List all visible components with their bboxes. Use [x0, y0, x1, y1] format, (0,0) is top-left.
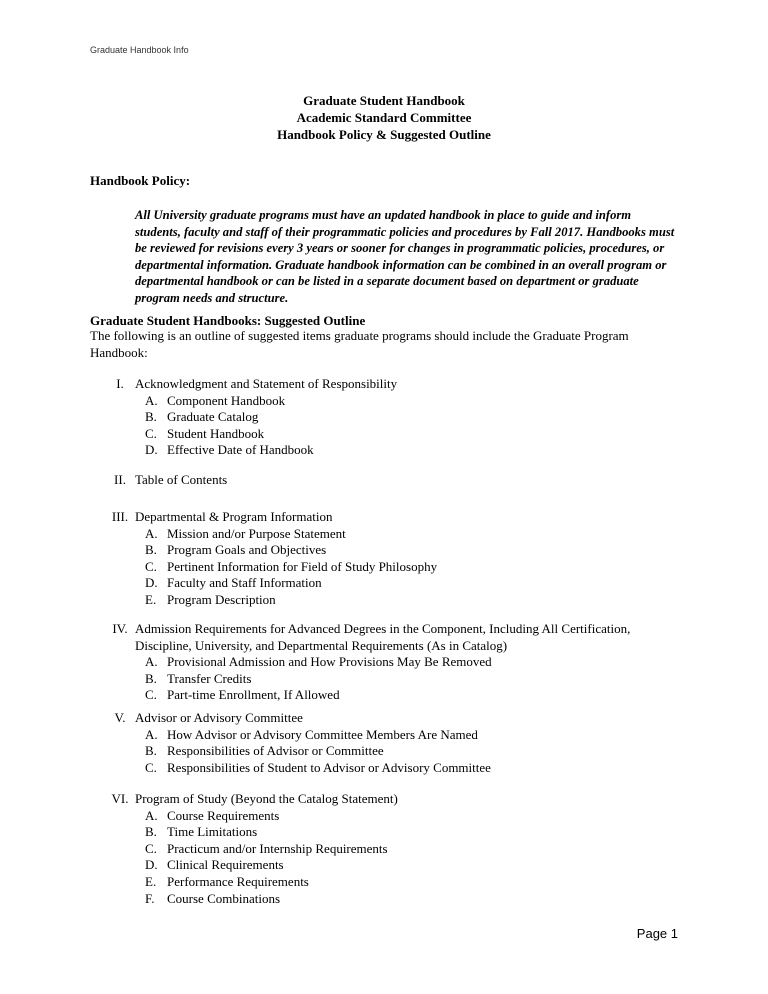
outline-item-title: Admission Requirements for Advanced Degrees in the Component, Including All Certification, Discipline, University, and Departmental Requirements (As in Catalog)	[135, 621, 631, 653]
subitem-text: Provisional Admission and How Provisions May Be Removed	[167, 654, 492, 670]
subitem-letter: C.	[145, 840, 157, 856]
list-item	[135, 874, 680, 891]
list-item	[135, 743, 680, 760]
title-line-3: Handbook Policy & Suggested Outline	[277, 127, 491, 142]
subitem-text: Graduate Catalog	[167, 409, 259, 425]
policy-text: All University graduate programs must have an updated handbook in place to guide and inform students, faculty and staff of their programmatic policies and procedures by Fall 2017. Handbooks must be reviewed for revisions every 3 years or sooner for changes in programmatic policies, procedures, or departmental information. Graduate handbook information can be combined in an overall program or departmental handbook or can be listed in a separate document based on department or graduate program needs and structure.	[135, 208, 675, 305]
subitem-letter: D.	[145, 857, 158, 873]
outline-numeral: VI.	[111, 791, 129, 806]
subitem-letter: E.	[145, 591, 157, 607]
policy-heading: Handbook Policy:	[90, 173, 191, 188]
subitem-text: Transfer Credits	[167, 670, 252, 686]
list-item	[135, 592, 680, 609]
subitem-text: Effective Date of Handbook	[167, 442, 314, 458]
subitem-text: Time Limitations	[167, 824, 258, 840]
list-item	[135, 426, 680, 443]
subitem-text: Responsibilities of Advisor or Committee	[167, 743, 384, 759]
outline-intro: The following is an outline of suggested items graduate programs should include the Graduate Program Handbook:	[90, 328, 629, 360]
list-item	[135, 393, 680, 410]
subitem-letter: C.	[145, 425, 157, 441]
outline-numeral: II.	[114, 472, 126, 487]
subitem-list	[135, 808, 680, 908]
list-item	[135, 542, 680, 559]
subitem-text: Course Combinations	[167, 890, 281, 906]
title-line-2: Academic Standard Committee	[296, 110, 472, 125]
subitem-letter: E.	[145, 873, 157, 889]
subitem-text: How Advisor or Advisory Committee Members Are Named	[167, 726, 478, 742]
subitem-letter: B.	[145, 743, 157, 759]
list-item	[135, 409, 680, 426]
subitem-text: Course Requirements	[167, 807, 280, 823]
subitem-text: Student Handbook	[167, 425, 265, 441]
page-number: Page 1	[636, 926, 678, 941]
subitem-letter: A.	[145, 525, 158, 541]
list-item	[135, 891, 680, 908]
outline-item-title: Table of Contents	[135, 472, 228, 487]
document-title	[0, 92, 768, 143]
list-item	[135, 808, 680, 825]
subitem-letter: A.	[145, 807, 158, 823]
subitem-text: Pertinent Information for Field of Study Philosophy	[167, 558, 438, 574]
subitem-text: Practicum and/or Internship Requirements	[167, 840, 388, 856]
subitem-letter: B.	[145, 409, 157, 425]
subitem-letter: B.	[145, 824, 157, 840]
subitem-letter: D.	[145, 575, 158, 591]
list-item	[135, 654, 680, 671]
subitem-letter: A.	[145, 726, 158, 742]
outline-numeral: V.	[114, 710, 126, 725]
outline-item-title: Program of Study (Beyond the Catalog Statement)	[135, 791, 398, 806]
subitem-text: Clinical Requirements	[167, 857, 284, 873]
subitem-text: Program Goals and Objectives	[167, 542, 327, 558]
subitem-letter: C.	[145, 759, 157, 775]
list-item	[135, 760, 680, 777]
outline-numeral: IV.	[112, 621, 128, 636]
subitem-text: Part-time Enrollment, If Allowed	[167, 687, 340, 703]
outline-item-title: Acknowledgment and Statement of Responsibility	[135, 376, 398, 391]
outline-numeral: III.	[111, 509, 129, 524]
subitem-text: Responsibilities of Student to Advisor or Advisory Committee	[167, 759, 491, 775]
list-item	[135, 526, 680, 543]
list-item	[135, 575, 680, 592]
list-item	[135, 841, 680, 858]
outline-numeral: I.	[116, 376, 124, 391]
subitem-list	[135, 526, 680, 609]
subitem-text: Program Description	[167, 591, 276, 607]
running-header: Graduate Handbook Info	[90, 45, 189, 55]
subitem-letter: A.	[145, 654, 158, 670]
list-item	[135, 442, 680, 459]
subitem-letter: C.	[145, 687, 157, 703]
outline-heading: Graduate Student Handbooks: Suggested Outline	[90, 313, 366, 328]
subitem-letter: D.	[145, 442, 158, 458]
list-item	[135, 727, 680, 744]
subitem-text: Faculty and Staff Information	[167, 575, 322, 591]
subitem-text: Component Handbook	[167, 392, 286, 408]
list-item	[135, 559, 680, 576]
subitem-letter: A.	[145, 392, 158, 408]
outline-item-title: Departmental & Program Information	[135, 509, 333, 524]
list-item	[135, 824, 680, 841]
list-item	[135, 687, 680, 704]
subitem-letter: F.	[145, 890, 155, 906]
subitem-text: Mission and/or Purpose Statement	[167, 525, 346, 541]
subitem-list	[135, 654, 680, 704]
subitem-list	[135, 393, 680, 459]
subitem-text: Performance Requirements	[167, 873, 309, 889]
title-line-1: Graduate Student Handbook	[303, 93, 465, 108]
outline-item-title: Advisor or Advisory Committee	[135, 710, 303, 725]
subitem-list	[135, 727, 680, 777]
subitem-letter: B.	[145, 670, 157, 686]
subitem-letter: B.	[145, 542, 157, 558]
list-item	[135, 671, 680, 688]
subitem-letter: C.	[145, 558, 157, 574]
list-item	[135, 857, 680, 874]
